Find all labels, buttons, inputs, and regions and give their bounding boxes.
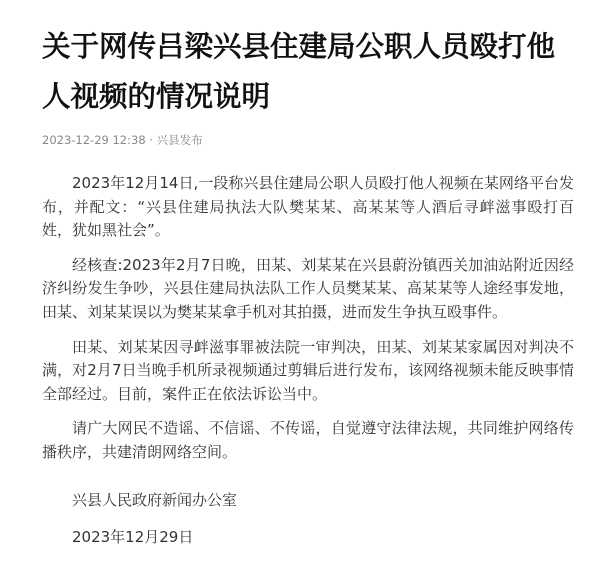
- paragraph: 2023年12月14日,一段称兴县住建局公职人员殴打他人视频在某网络平台发布，并配文：“兴县住建局执法大队樊某某、高某某等人酒后寻衅滋事殴打百姓，犹如黑社会”。: [42, 174, 574, 240]
- meta-separator: ·: [149, 133, 153, 147]
- paragraph: 经核查:2023年2月7日晚，田某、刘某某在兴县蔚汾镇西关加油站附近因经济纠纷发生争吵，兴县住建局执法队工作人员樊某某、高某某等人途经事发地，田某、刘某某误以为樊某某拿手机对其拍摄，进而发生争执互殴事件。: [42, 255, 574, 321]
- article-meta: [42, 132, 574, 148]
- source-link[interactable]: 兴县发布: [156, 133, 203, 147]
- article-body: [42, 172, 574, 550]
- signature: 兴县人民政府新闻办公室: [72, 490, 238, 509]
- paragraph: 田某、刘某某因寻衅滋事罪被法院一审判决，田某、刘某某家属因对判决不满，对2月7日当晚手机所录视频通过剪辑后进行发布，该网络视频未能反映事情全部经过。目前，案件正在依法诉讼当中。: [42, 337, 574, 403]
- paragraph: 请广大网民不造谣、不信谣、不传谣，自觉遵守法律法规，共同维护网络传播秩序，共建清朗网络空间。: [42, 419, 574, 461]
- article-title: 关于网传吕梁兴县住建局公职人员殴打他人视频的情况说明: [42, 30, 556, 113]
- signature-date: 2023年12月29日: [72, 528, 194, 547]
- publish-time: 2023-12-29 12:38: [42, 133, 146, 147]
